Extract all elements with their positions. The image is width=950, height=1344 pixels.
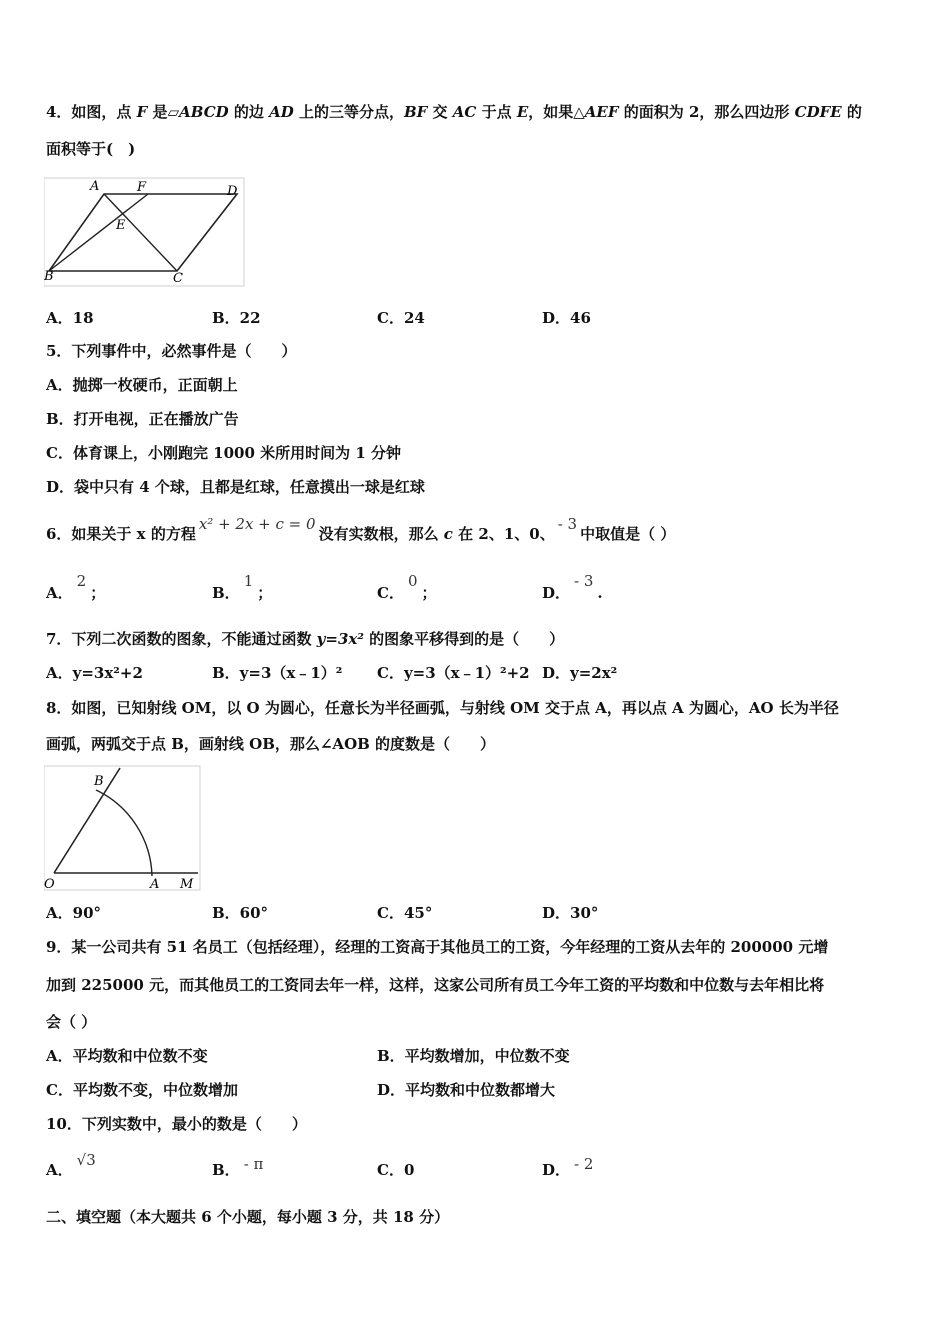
q6-option-c[interactable]: [377, 572, 437, 603]
segment-ac: [104, 194, 177, 271]
q4-stem-line1: [46, 102, 862, 122]
q7-text: 7．下列二次函数的图象，不能通过函数: [46, 630, 317, 648]
q8-option-a[interactable]: A．90°: [46, 904, 102, 922]
option-value: 1: [243, 572, 254, 590]
q4-option-d[interactable]: D．46: [542, 309, 591, 327]
section2-title: 二、填空题（本大题共 6 个小题，每小题 3 分，共 18 分）: [46, 1208, 450, 1226]
q8-option-c[interactable]: C．45°: [377, 904, 433, 922]
q4-text: 4．如图，点: [46, 103, 137, 121]
q4-text: ，如果△: [528, 103, 585, 121]
label-a: A: [90, 179, 100, 194]
q10-option-c[interactable]: [377, 1160, 414, 1180]
q10-option-b[interactable]: [212, 1155, 264, 1180]
q4-var-e: E: [516, 103, 529, 121]
q7-stem: [46, 629, 564, 649]
q5-stem: 5．下列事件中，必然事件是（ ）: [46, 342, 297, 360]
q9-option-a[interactable]: A．平均数和中位数不变: [46, 1047, 208, 1065]
option-label: C．: [377, 584, 404, 602]
q4-text: 的边: [228, 103, 270, 121]
q6-text: 没有实数根，那么: [318, 525, 444, 543]
q5-option-d[interactable]: D．袋中只有 4 个球，且都是红球，任意摸出一球是红球: [46, 478, 425, 496]
q9-stem-line1: 9．某一公司共有 51 名员工（包括经理），经理的工资高于其他员工的工资，今年经理的工资从去年的 200000 元增: [46, 938, 829, 956]
q9-option-b[interactable]: B．平均数增加，中位数不变: [377, 1047, 570, 1065]
q6-text: 在 2、1、0、: [452, 525, 555, 543]
q10-option-a[interactable]: [46, 1151, 96, 1180]
q4-var-bf: BF: [404, 103, 428, 121]
q4-text: 的: [841, 103, 862, 121]
option-label: D．: [542, 584, 571, 602]
q7-option-a[interactable]: A．y=3x²+2: [46, 664, 143, 682]
q4-option-a[interactable]: A．18: [46, 309, 94, 327]
q4-var-ac: AC: [452, 103, 477, 121]
label-d: D: [227, 184, 238, 199]
q6-var-c: c: [443, 525, 453, 543]
option-value: - π: [243, 1155, 264, 1173]
label-f: F: [137, 180, 147, 195]
q7-option-d[interactable]: D．y=2x²: [542, 664, 618, 682]
option-label: C．: [377, 1161, 404, 1179]
q4-text: 的面积为 2，那么四边形: [618, 103, 795, 121]
q6-option-d[interactable]: [542, 572, 603, 603]
q9-option-d[interactable]: D．平均数和中位数都增大: [377, 1081, 556, 1099]
q7-option-b[interactable]: B．y=3（x﹣1）²: [212, 664, 343, 682]
q4-text: 上的三等分点，: [293, 103, 404, 121]
option-value: 2: [76, 572, 87, 590]
q6-neg3: - 3: [557, 515, 578, 533]
q6-option-b[interactable]: [212, 572, 273, 603]
option-label: D．: [542, 1161, 571, 1179]
label-c: C: [173, 271, 183, 286]
q5-option-b[interactable]: B．打开电视，正在播放广告: [46, 410, 239, 428]
q4-parallelogram-figure: [44, 176, 246, 288]
q4-text: 交: [427, 103, 453, 121]
q4-option-b[interactable]: B．22: [212, 309, 261, 327]
q6-option-a[interactable]: [46, 572, 106, 603]
q10-option-d[interactable]: [542, 1155, 594, 1180]
label-b: B: [44, 269, 54, 284]
label-m: M: [180, 877, 194, 892]
option-value: - 3: [574, 572, 594, 590]
q8-option-d[interactable]: D．30°: [542, 904, 599, 922]
q10-stem: 10．下列实数中，最小的数是（ ）: [46, 1115, 307, 1133]
option-value: 0: [407, 572, 418, 590]
figure-frame: [44, 766, 200, 890]
q5-option-c[interactable]: C．体育课上，小刚跑完 1000 米所用时间为 1 分钟: [46, 444, 402, 462]
option-label: A．: [46, 584, 73, 602]
q4-stem-line2: 面积等于( ): [46, 140, 136, 158]
q9-stem-line2: 加到 225000 元，而其他员工的工资同去年一样，这样，这家公司所有员工今年工资的平均数和中位数与去年相比将: [46, 976, 825, 994]
q4-text: 是: [147, 103, 168, 121]
label-e: E: [116, 218, 126, 233]
q8-option-b[interactable]: B．60°: [212, 904, 269, 922]
label-a: A: [150, 877, 160, 892]
q7-option-c[interactable]: C．y=3（x﹣1）²+2: [377, 664, 530, 682]
q8-stem-line2: 画弧，两弧交于点 B，画射线 OB，那么∠AOB 的度数是（ ）: [46, 735, 496, 753]
option-label: B．: [212, 584, 240, 602]
option-value: √3: [76, 1151, 96, 1169]
q4-option-c[interactable]: C．24: [377, 309, 425, 327]
option-value: 0: [403, 1161, 415, 1179]
q8-angle-figure: [44, 764, 204, 892]
q4-var-aef: AEF: [584, 103, 619, 121]
q7-func: y=3x²: [316, 630, 364, 648]
q4-var-ad: AD: [269, 103, 294, 121]
option-sep: ；: [90, 584, 106, 602]
q9-option-c[interactable]: C．平均数不变，中位数增加: [46, 1081, 238, 1099]
q4-text: 于点: [476, 103, 517, 121]
q4-var-abcd: ABCD: [179, 103, 229, 121]
ray-ob: [54, 768, 120, 873]
option-sep: ；: [257, 584, 273, 602]
parallelogram-abcd: [49, 194, 237, 271]
label-b: B: [94, 774, 104, 789]
q7-text: 的图象平移得到的是（ ）: [363, 630, 565, 648]
label-o: O: [44, 877, 55, 892]
q9-stem-line3: 会（ ）: [46, 1013, 97, 1031]
q4-var-cdfe: CDFE: [794, 103, 842, 121]
option-value: - 2: [574, 1155, 594, 1173]
option-label: A．: [46, 1161, 73, 1179]
q5-option-a[interactable]: A．抛掷一枚硬币，正面朝上: [46, 376, 238, 394]
q6-equation: x² + 2x + c = 0: [198, 515, 316, 533]
arc-centered-a: [96, 790, 152, 876]
q6-text: 6．如果关于 x 的方程: [46, 525, 196, 543]
segment-bf: [49, 194, 148, 271]
q6-stem: [46, 515, 676, 544]
q8-stem-line1: 8．如图，已知射线 OM，以 O 为圆心，任意长为半径画弧，与射线 OM 交于点 A，再以点 A 为圆心，AO 长为半径: [46, 699, 839, 717]
q6-text: 中取值是（ ）: [580, 525, 676, 543]
option-sep: .: [597, 584, 603, 602]
parallelogram-icon: ▱: [167, 103, 180, 121]
option-sep: ；: [421, 584, 437, 602]
option-label: B．: [212, 1161, 240, 1179]
q4-var-f: F: [136, 103, 148, 121]
